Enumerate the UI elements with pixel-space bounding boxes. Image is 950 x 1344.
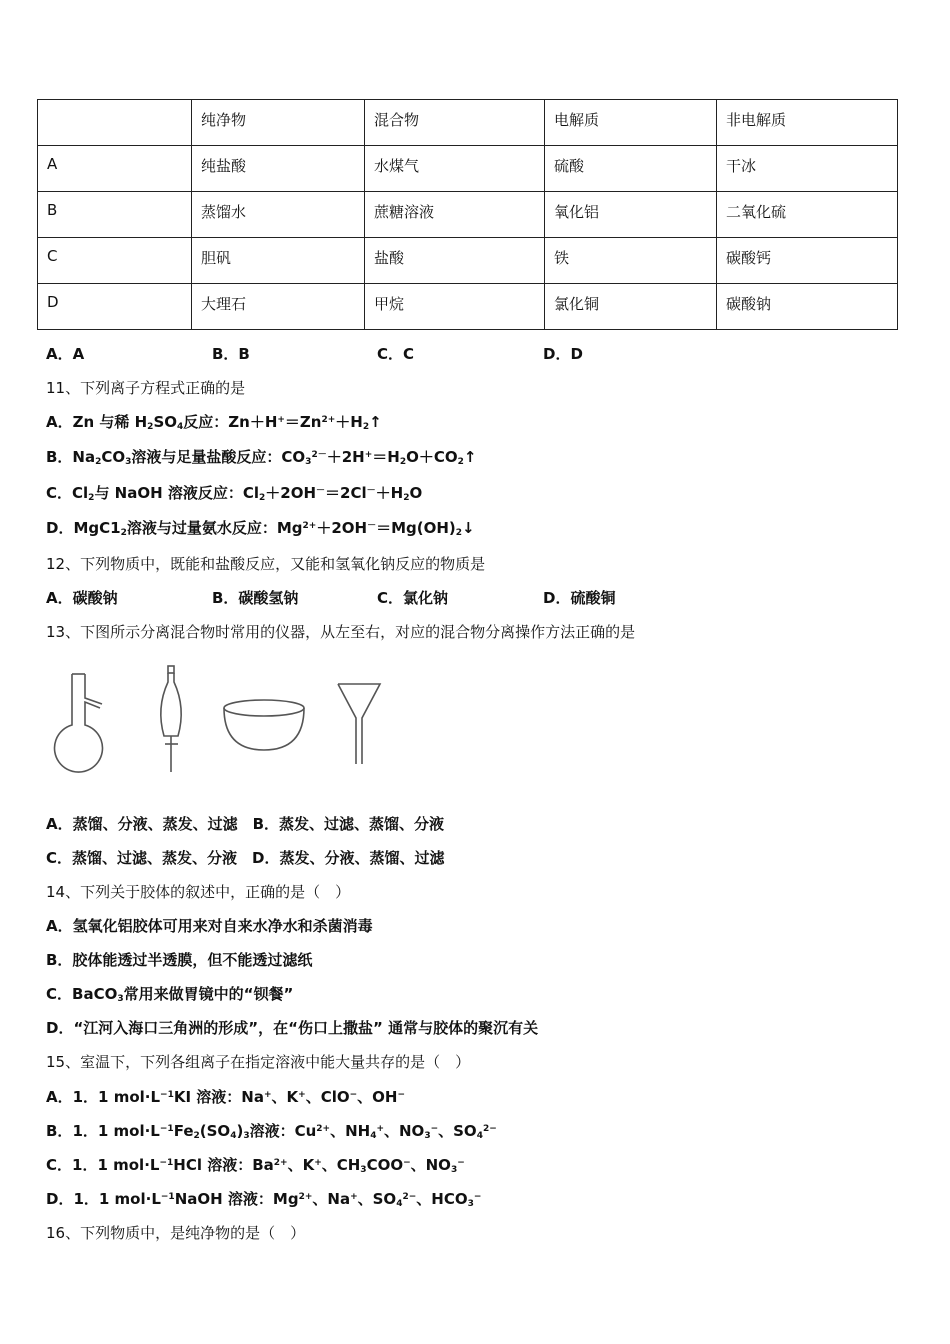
q14-stem: 14、下列关于胶体的叙述中，正确的是（ ） bbox=[46, 883, 351, 901]
q15-option-d[interactable]: D．1．1 $mol\cdot L^{-1}NaOH$ 溶液：$Mg^{2+}$、Na+、$SO_4^{2-}$、$HCO_3^-$ bbox=[46, 1190, 482, 1209]
table-cell: 铁 bbox=[545, 238, 717, 284]
table-cell: B bbox=[38, 192, 192, 238]
q14-option-b[interactable]: B．胶体能透过半透膜，但不能透过滤纸 bbox=[46, 951, 313, 969]
q10-option-b[interactable]: B．B bbox=[212, 345, 250, 363]
q15-stem: 15、室温下，下列各组离子在指定溶液中能大量共存的是（ ） bbox=[46, 1053, 471, 1071]
separatory-funnel-icon bbox=[161, 666, 181, 772]
table-row bbox=[38, 238, 898, 284]
q11-option-c[interactable]: C．$Cl_2$与 NaOH 溶液反应：$Cl_2+2OH^-=2Cl^-+H_2O$ bbox=[46, 484, 423, 503]
q16-stem: 16、下列物质中，是纯净物的是（ ） bbox=[46, 1224, 306, 1242]
lab-apparatus-figure bbox=[44, 652, 389, 780]
evaporating-dish-icon bbox=[224, 700, 304, 750]
table-cell: 二氧化硫 bbox=[717, 192, 898, 238]
table-cell: 蒸馏水 bbox=[192, 192, 365, 238]
table-cell: D bbox=[38, 284, 192, 330]
q14-option-a[interactable]: A．氢氧化铝胶体可用来对自来水净水和杀菌消毒 bbox=[46, 917, 373, 935]
table-cell: 纯净物 bbox=[192, 100, 365, 146]
table-cell: A bbox=[38, 146, 192, 192]
q12-option-a[interactable]: A．碳酸钠 bbox=[46, 589, 118, 607]
table-cell: 蔗糖溶液 bbox=[365, 192, 545, 238]
q13-options-ab[interactable]: A．蒸馏、分液、蒸发、过滤 B．蒸发、过滤、蒸馏、分液 bbox=[46, 815, 445, 833]
table-cell: 干冰 bbox=[717, 146, 898, 192]
q15-option-b[interactable]: B．1．1 $mol\cdot L^{-1}Fe_2(SO_4)_3$溶液：$Cu^{2+}$、$NH_4^+$、$NO_3^-$、$SO_4^{2-}$ bbox=[46, 1122, 497, 1141]
q14-option-d[interactable]: D．“江河入海口三角洲的形成”，在“伤口上撒盐” 通常与胶体的聚沉有关 bbox=[46, 1019, 539, 1037]
table-row bbox=[38, 192, 898, 238]
q10-option-d[interactable]: D．D bbox=[543, 345, 583, 363]
table-cell: 大理石 bbox=[192, 284, 365, 330]
q11-option-d[interactable]: D．$MgC1_2$溶液与过量氨水反应：$Mg^{2+}+2OH^-=Mg(OH)_2↓$ bbox=[46, 519, 475, 538]
table-cell: 碳酸钠 bbox=[717, 284, 898, 330]
table-cell: 氧化铝 bbox=[545, 192, 717, 238]
distillation-flask-icon bbox=[55, 674, 103, 772]
table-cell: 氯化铜 bbox=[545, 284, 717, 330]
table-cell: 硫酸 bbox=[545, 146, 717, 192]
table-cell: 水煤气 bbox=[365, 146, 545, 192]
table-row bbox=[38, 146, 898, 192]
table-cell: 碳酸钙 bbox=[717, 238, 898, 284]
table-cell: 电解质 bbox=[545, 100, 717, 146]
table-cell: 非电解质 bbox=[717, 100, 898, 146]
table-cell: 甲烷 bbox=[365, 284, 545, 330]
q13-options-cd[interactable]: C．蒸馏、过滤、蒸发、分液 D．蒸发、分液、蒸馏、过滤 bbox=[46, 849, 445, 867]
q11-option-b[interactable]: B．$Na_2CO_3$溶液与足量盐酸反应：$CO_3^{2-}+2H^+=H_2O+CO_2↑$ bbox=[46, 448, 477, 467]
q15-option-c[interactable]: C．1．1 $mol\cdot L^{-1}HCl$ 溶液：$Ba^{2+}$、K+、$CH_3COO^-$、$NO_3^-$ bbox=[46, 1156, 465, 1175]
q12-option-d[interactable]: D．硫酸铜 bbox=[543, 589, 616, 607]
table-cell: 混合物 bbox=[365, 100, 545, 146]
table-row bbox=[38, 284, 898, 330]
table-cell: 胆矾 bbox=[192, 238, 365, 284]
q11-option-a[interactable]: A．Zn 与稀 $H_2SO_4$反应：$Zn+H^+=Zn^{2+}+H_2↑$ bbox=[46, 413, 382, 432]
q12-option-c[interactable]: C．氯化钠 bbox=[377, 589, 449, 607]
q12-option-b[interactable]: B．碳酸氢钠 bbox=[212, 589, 299, 607]
q11-stem: 11、下列离子方程式正确的是 bbox=[46, 379, 246, 397]
q14-option-c[interactable]: C．BaCO$_3$常用来做胃镜中的“钡餐” bbox=[46, 985, 294, 1004]
table-cell bbox=[38, 100, 192, 146]
table-header-row bbox=[38, 100, 898, 146]
q15-option-a[interactable]: A．1．1 $mol\cdot L^{-1}KI$ 溶液：Na+、K+、ClO−、OH− bbox=[46, 1088, 405, 1106]
q12-stem: 12、下列物质中，既能和盐酸反应，又能和氢氧化钠反应的物质是 bbox=[46, 555, 486, 573]
classification-table bbox=[37, 99, 898, 330]
funnel-icon bbox=[338, 684, 380, 764]
table-cell: 纯盐酸 bbox=[192, 146, 365, 192]
q10-option-c[interactable]: C．C bbox=[377, 345, 415, 363]
table-cell: C bbox=[38, 238, 192, 284]
q13-stem: 13、下图所示分离混合物时常用的仪器，从左至右，对应的混合物分离操作方法正确的是 bbox=[46, 623, 636, 641]
q10-option-a[interactable]: A．A bbox=[46, 345, 85, 363]
table-cell: 盐酸 bbox=[365, 238, 545, 284]
